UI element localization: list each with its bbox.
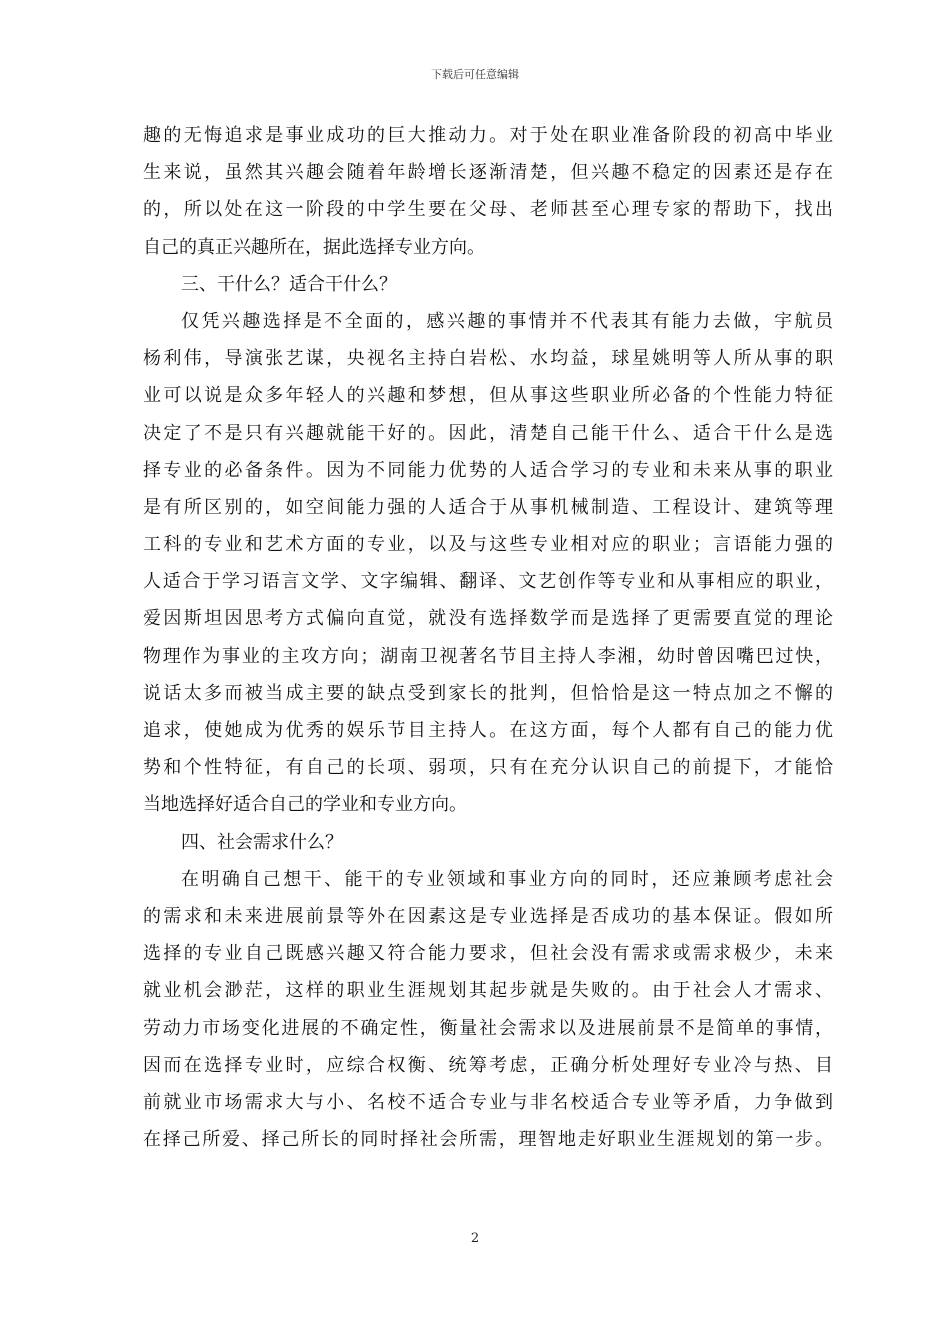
text-line: 业可以说是众多年轻人的兴趣和梦想，但从事这些职业所必备的个性能力特征	[143, 385, 833, 407]
text-line: 势和个性特征，有自己的长项、弱项，只有在充分认识自己的前提下，才能恰	[143, 757, 833, 779]
text-line: 的，所以处在这一阶段的中学生要在父母、老师甚至心理专家的帮助下，找出	[143, 199, 833, 221]
text-line: 是有所区别的，如空间能力强的人适合于从事机械制造、工程设计、建筑等理	[143, 496, 833, 518]
section-heading-four: 四、社会需求什么？	[181, 831, 343, 853]
text-line: 当地选择好适合自己的学业和专业方向。	[143, 794, 467, 816]
text-line: 生来说，虽然其兴趣会随着年龄增长逐渐清楚，但兴趣不稳定的因素还是存在	[143, 162, 833, 184]
paragraph-ability	[143, 303, 833, 824]
text-line: 趣的无悔追求是事业成功的巨大推动力。对于处在职业准备阶段的初高中毕业	[143, 125, 833, 146]
text-line: 物理作为事业的主攻方向；湖南卫视著名节目主持人李湘，幼时曾因嘴巴过快，	[143, 645, 833, 667]
text-line: 的需求和未来进展前景等外在因素这是专业选择是否成功的基本保证。假如所	[143, 905, 833, 927]
text-line: 工科的专业和艺术方面的专业，以及与这些专业相对应的职业；言语能力强的	[143, 534, 833, 556]
text-line: 择专业的必备条件。因为不同能力优势的人适合学习的专业和未来从事的职业	[143, 459, 833, 481]
page-header: 下载后可任意编辑	[431, 68, 519, 81]
paragraph-social-demand	[143, 861, 833, 1159]
section-heading-three: 三、干什么？适合干什么？	[181, 273, 397, 295]
text-line: 在择己所爱、择己所长的同时择社会所需，理智地走好职业生涯规划的第一步。	[143, 1129, 833, 1151]
text-line: 自己的真正兴趣所在，据此选择专业方向。	[143, 236, 485, 258]
text-line: 说话太多而被当成主要的缺点受到家长的批判，但恰恰是这一特点加之不懈的	[143, 682, 833, 704]
text-line: 就业机会渺茫，这样的职业生涯规划其起步就是失败的。由于社会人才需求、	[143, 980, 833, 1002]
page-number: 2	[470, 1231, 480, 1246]
text-line: 仅凭兴趣选择是不全面的，感兴趣的事情并不代表其有能力去做，宇航员	[181, 310, 833, 332]
text-line: 人适合于学习语言文学、文字编辑、翻译、文艺创作等专业和从事相应的职业，	[143, 571, 833, 593]
document-body	[143, 117, 833, 1158]
text-line: 决定了不是只有兴趣就能干好的。因此，清楚自己能干什么、适合干什么是选	[143, 422, 833, 444]
text-line: 选择的专业自己既感兴趣又符合能力要求，但社会没有需求或需求极少，未来	[143, 943, 833, 965]
text-line: 劳动力市场变化进展的不确定性，衡量社会需求以及进展前景不是简单的事情，	[143, 1017, 833, 1039]
paragraph-interest-continued	[143, 117, 833, 266]
text-line: 爱因斯坦因思考方式偏向直觉，就没有选择数学而是选择了更需要直觉的理论	[143, 608, 833, 630]
text-line: 在明确自己想干、能干的专业领域和事业方向的同时，还应兼顾考虑社会	[181, 868, 833, 890]
text-line: 前就业市场需求大与小、名校不适合专业与非名校适合专业等矛盾，力争做到	[143, 1091, 833, 1113]
text-line: 因而在选择专业时，应综合权衡、统筹考虑，正确分析处理好专业冷与热、目	[143, 1054, 833, 1076]
text-line: 追求，使她成为优秀的娱乐节目主持人。在这方面，每个人都有自己的能力优	[143, 720, 833, 741]
text-line: 杨利伟，导演张艺谋，央视名主持白岩松、水均益，球星姚明等人所从事的职	[143, 348, 833, 370]
